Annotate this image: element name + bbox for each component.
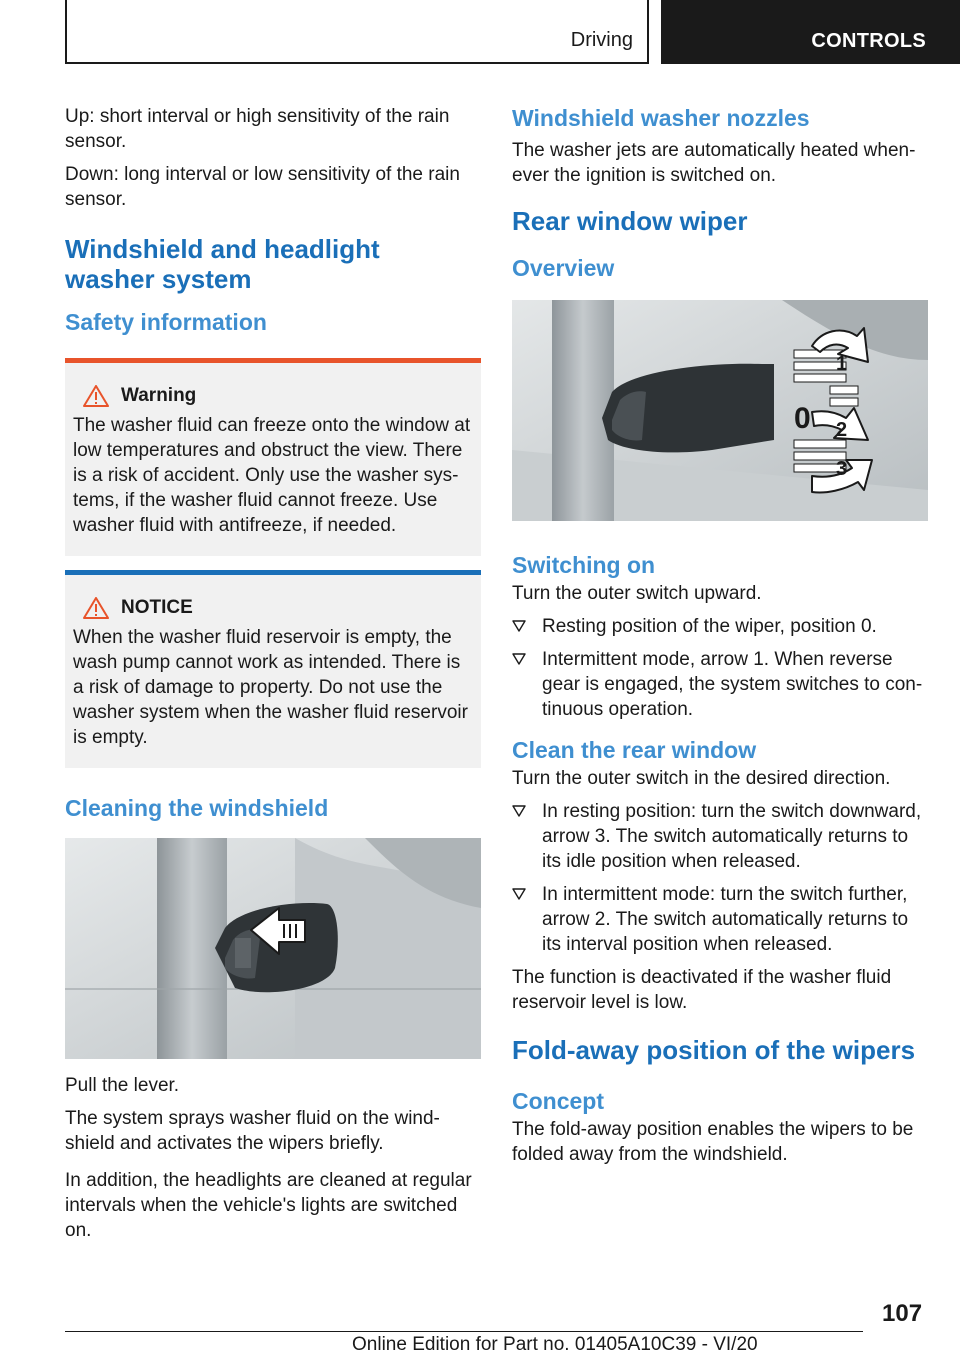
- triangle-bullet-icon: [512, 888, 526, 900]
- section-tab-label: Driving: [570, 29, 633, 51]
- heading-cleaning-windshield: Cleaning the windshield: [65, 795, 329, 821]
- heading-clean-rear-window: Clean the rear window: [512, 737, 757, 763]
- para-clean-rear-window: Turn the outer switch in the desired direction.: [512, 768, 891, 789]
- chapter-tab-label: CONTROLS: [811, 30, 926, 52]
- notice-text: When the washer fluid reservoir is empty, the wash pump cannot work as intended. There is a risk of damage to property. Do not use the washer system when the washer fluid reservoir is empty.: [73, 627, 468, 748]
- para-system-sprays: The system sprays washer fluid on the wind‐shield and activates the wipers briefly.: [65, 1108, 440, 1154]
- lever-pull-photo: [65, 838, 481, 1059]
- list-item: Resting position of the wiper, position 0.: [512, 614, 930, 639]
- footer-edition: Online Edition for Part no. 01405A10C39 - VI/20: [352, 1334, 758, 1355]
- para-up: Up: short interval or high sensitivity of the rain sensor.: [65, 106, 450, 152]
- right-column: [512, 104, 930, 1175]
- para-concept: The fold-away position enables the wipers to be folded away from the windshield.: [512, 1119, 914, 1165]
- heading-washer-system: Windshield and headlight washer system: [65, 234, 380, 294]
- rear-wiper-switch-photo: [512, 300, 928, 521]
- warning-box: [65, 358, 481, 556]
- page-number: 107: [882, 1300, 923, 1327]
- heading-safety-information: Safety information: [65, 309, 267, 335]
- para-headlights-cleaned: In addition, the headlights are cleaned at regular intervals when the vehicle's lights are switched on.: [65, 1170, 472, 1241]
- triangle-bullet-icon: [512, 805, 526, 817]
- footer-divider: [65, 1331, 863, 1332]
- rear-wiper-switch-illustration: [512, 300, 928, 521]
- warning-title: Warning: [121, 385, 197, 406]
- para-deactivated: The function is deactivated if the washer fluid reservoir level is low.: [512, 967, 892, 1013]
- warning-text: The washer fluid can freeze onto the window at low temperatures and obstruct the view. There is a risk of accident. Only use the washer sys‐tems, if the washer fluid cannot freeze. Use washer fluid with antifreeze, if needed.: [73, 415, 471, 536]
- heading-foldaway-position: Fold-away position of the wipers: [512, 1035, 916, 1065]
- heading-overview: Overview: [512, 255, 615, 281]
- para-switching-on: Turn the outer switch upward.: [512, 583, 762, 604]
- wiper-lever-pull-illustration: [65, 838, 481, 1059]
- triangle-bullet-icon: [512, 620, 526, 632]
- para-down: Down: long interval or low sensitivity of the rain sensor.: [65, 164, 460, 210]
- position-0-label: 0: [794, 402, 811, 435]
- arrow-1-label: 1: [836, 353, 848, 375]
- notice-triangle-icon: [83, 597, 109, 619]
- para-washer-nozzles: The washer jets are automatically heated when‐ever the ignition is switched on.: [512, 140, 916, 186]
- arrow-3-label: 3: [836, 458, 848, 480]
- heading-rear-window-wiper: Rear window wiper: [512, 206, 748, 236]
- list-item: In intermittent mode: turn the switch further, arrow 2. The switch automatically returns to its interval position when released.: [512, 882, 930, 957]
- heading-washer-nozzles: Windshield washer nozzles: [512, 105, 810, 131]
- notice-title: NOTICE: [121, 597, 193, 618]
- clean-rear-list: [512, 799, 930, 957]
- section-tab-driving[interactable]: [65, 0, 649, 64]
- notice-box: [65, 570, 481, 768]
- list-item: In resting position: turn the switch downward, arrow 3. The switch automatically returns to its idle position when released.: [512, 799, 930, 874]
- warning-triangle-icon: [83, 385, 109, 407]
- triangle-bullet-icon: [512, 653, 526, 665]
- list-item: Intermittent mode, arrow 1. When reverse gear is engaged, the system switches to con‐tinuous operation.: [512, 647, 930, 722]
- heading-concept: Concept: [512, 1088, 604, 1114]
- chapter-tab-controls[interactable]: [661, 0, 960, 64]
- arrow-2-label: 2: [836, 419, 848, 441]
- switching-list: [512, 614, 930, 722]
- para-pull-lever: Pull the lever.: [65, 1075, 180, 1096]
- heading-switching-on: Switching on: [512, 552, 656, 578]
- left-column: [65, 104, 481, 1251]
